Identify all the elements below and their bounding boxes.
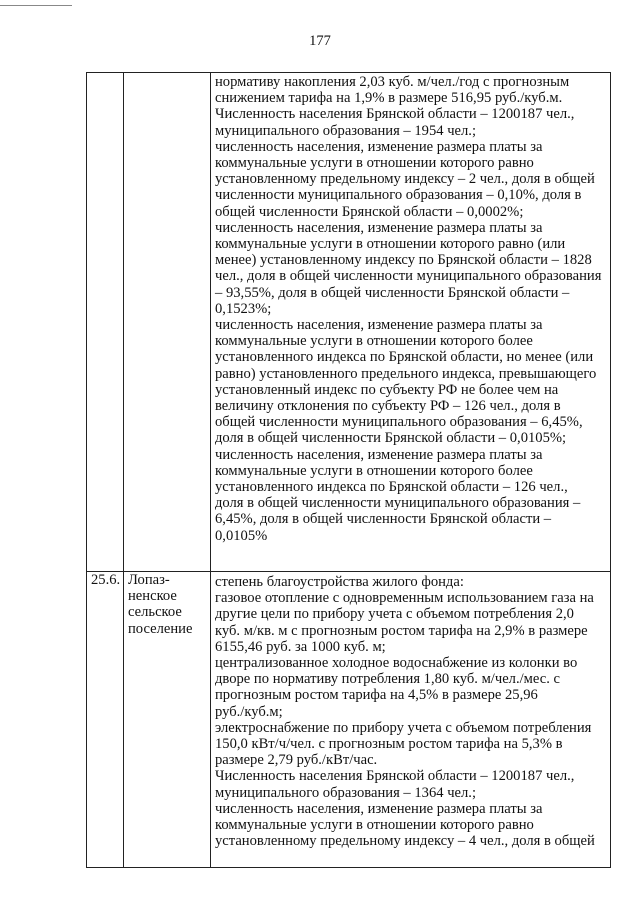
- settlement-name-line: сельское: [128, 604, 182, 621]
- settlement-name-line: ненское: [128, 588, 177, 605]
- table-row: [87, 572, 611, 868]
- description-line: общей численности Брянской области – 0,0002%;: [215, 203, 524, 220]
- description-line: прогнозным ростом тарифа на 4,5% в размере 25,96: [215, 687, 538, 704]
- description-line: другие цели по прибору учета с объемом потребления 2,0: [215, 606, 574, 623]
- settlement-name-line: поселение: [128, 620, 193, 637]
- description-line: муниципального образования – 1954 чел.;: [215, 122, 477, 139]
- description-line: 150,0 кВт/ч/чел. с прогнозным ростом тарифа на 5,3% в: [215, 736, 563, 753]
- description-cell: [211, 572, 611, 868]
- description-line: Численность населения Брянской области – 1200187 чел.,: [215, 106, 575, 123]
- description-line: равно) установленного предельного индекса, превышающего: [215, 365, 597, 382]
- description-line: коммунальные услуги в отношении которого равно: [215, 155, 534, 172]
- tariff-table: [86, 72, 611, 868]
- scan-corner-mark: [0, 5, 72, 6]
- description-line: установленный индекс по субъекту РФ не более чем на: [215, 381, 559, 398]
- description-line: чел., доля в общей численности муниципального образования: [215, 268, 602, 285]
- description-line: муниципального образования – 1364 чел.;: [215, 784, 477, 801]
- description-line: – 93,55%, доля в общей численности Брянской области –: [215, 284, 570, 301]
- description-line: газовое отопление с одновременным использованием газа на: [215, 590, 594, 607]
- description-line: численность населения, изменение размера платы за: [215, 800, 543, 817]
- description-line: общей численности муниципального образования – 6,45%,: [215, 414, 583, 431]
- description-line: 0,1523%;: [215, 300, 272, 317]
- description-line: коммунальные услуги в отношении которого равно: [215, 817, 534, 834]
- description-line: 6155,46 руб. за 1000 куб. м;: [215, 638, 386, 655]
- description-line: дворе по нормативу потребления 1,80 куб. м/чел./мес. с: [215, 671, 560, 688]
- description-line: численности муниципального образования – 0,10%, доля в: [215, 187, 582, 204]
- description-line: коммунальные услуги в отношении которого равно (или: [215, 236, 566, 253]
- description-line: менее) установленному индексу по Брянской области – 1828: [215, 252, 592, 269]
- description-line: доля в общей численности Брянской области – 0,0105%;: [215, 430, 567, 447]
- description-line: 6,45%, доля в общей численности Брянской области –: [215, 511, 552, 528]
- description-line: Численность населения Брянской области – 1200187 чел.,: [215, 768, 575, 785]
- description-line: руб./куб.м;: [215, 703, 283, 720]
- description-line: 0,0105%: [215, 527, 268, 544]
- table-row: [87, 73, 611, 572]
- description-line: степень благоустройства жилого фонда:: [215, 574, 464, 590]
- description-line: численность населения, изменение размера платы за: [215, 446, 543, 463]
- description-cell: [211, 73, 611, 572]
- description-line: размере 2,79 руб./кВт/час.: [215, 752, 378, 769]
- description-line: куб. м/кв. м с прогнозным ростом тарифа на 2,9% в размере: [215, 622, 588, 639]
- description-line: численность населения, изменение размера платы за: [215, 138, 543, 155]
- description-line: численность населения, изменение размера платы за: [215, 219, 543, 236]
- description-line: коммунальные услуги в отношении которого более: [215, 462, 533, 479]
- settlement-name-cell: [124, 73, 211, 572]
- description-line: доля в общей численности муниципального образования –: [215, 495, 581, 512]
- description-line: коммунальные услуги в отношении которого более: [215, 333, 533, 350]
- description-line: численность населения, изменение размера платы за: [215, 317, 543, 334]
- description-line: снижением тарифа на 1,9% в размере 516,95 руб./куб.м.: [215, 90, 563, 107]
- description-line: установленному предельному индексу – 2 чел., доля в общей: [215, 171, 595, 188]
- description-line: установленного индекса по Брянской области – 126 чел.,: [215, 479, 568, 496]
- description-line: централизованное холодное водоснабжение из колонки во: [215, 655, 578, 672]
- page-number: 177: [309, 33, 331, 49]
- description-line: электроснабжение по прибору учета с объемом потребления: [215, 719, 592, 736]
- settlement-name-cell: [124, 572, 211, 868]
- description-line: установленного индекса по Брянской области, но менее (или: [215, 349, 594, 366]
- description-line: установленному предельному индексу – 4 чел., доля в общей: [215, 833, 595, 850]
- description-line: величину отклонения по субъекту РФ – 126 чел., доля в: [215, 398, 561, 415]
- description-line: нормативу накопления 2,03 куб. м/чел./год с прогнозным: [215, 74, 570, 90]
- row-number-cell: [87, 73, 124, 572]
- settlement-name-line: Лопаз-: [128, 572, 170, 588]
- row-number-cell: 25.6.: [87, 572, 124, 868]
